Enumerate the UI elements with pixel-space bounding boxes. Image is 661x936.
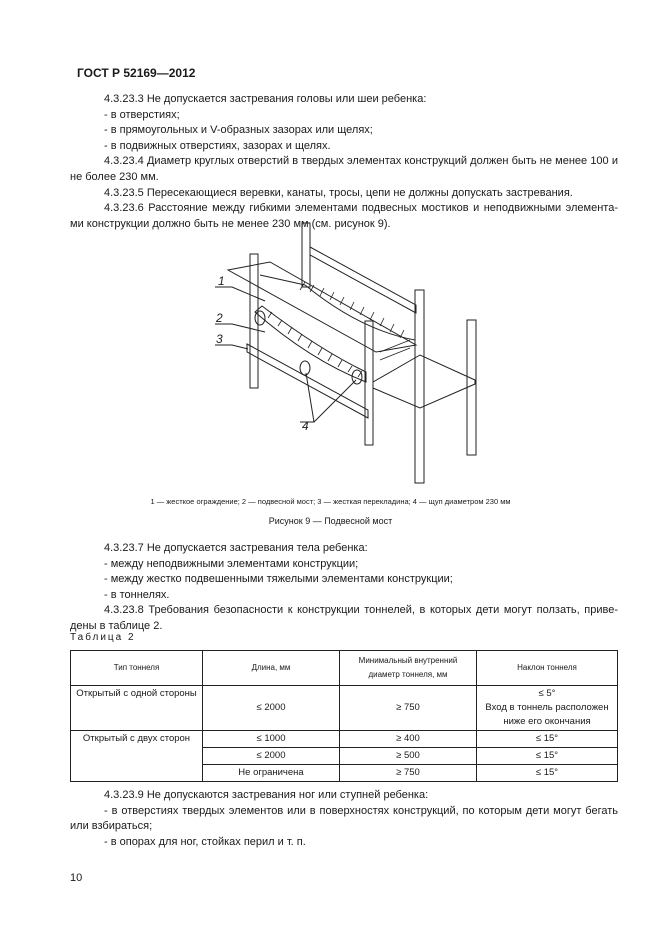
tunnel-table <box>70 650 618 782</box>
table-header-row <box>71 651 618 686</box>
figure-label: 4 <box>302 419 309 433</box>
table-row <box>71 686 618 731</box>
probe-circle <box>255 311 265 325</box>
cell-type: Открытый с двух сторон <box>71 731 203 782</box>
table-label: Таблица 2 <box>70 632 136 643</box>
column-header: Длина, мм <box>203 651 340 686</box>
cell-length: ≤ 1000 <box>203 731 340 748</box>
suspension-bridge-figure <box>200 215 490 485</box>
list-item: - в подвижных отверстиях, зазорах и щелях. <box>104 139 331 152</box>
section-middle <box>70 541 618 635</box>
document-header: ГОСТ Р 52169—2012 <box>77 66 196 80</box>
cell-diameter: ≥ 400 <box>340 731 477 748</box>
list-item: - в прямоугольных и V-образных зазорах или щелях; <box>104 124 373 137</box>
list-item: - в опорах для ног, стойках перил и т. п. <box>104 835 306 848</box>
section-bottom <box>70 788 618 850</box>
cell-diameter: ≥ 750 <box>340 686 477 731</box>
cell-type: Открытый с одной стороны <box>71 686 203 731</box>
paragraph: 4.3.23.4 Диаметр круглых отверстий в твердых элементах конструкций должен быть не менее 100 и не более 230 мм. <box>70 155 618 183</box>
post <box>365 321 373 445</box>
cell-diameter: ≥ 500 <box>340 748 477 765</box>
post <box>250 254 258 388</box>
post <box>415 290 424 483</box>
cell-length: ≤ 2000 <box>203 748 340 765</box>
figure-label: 2 <box>216 311 223 325</box>
slope-note: Вход в тоннель расположен ниже его окончания <box>485 702 609 727</box>
paragraph: 4.3.23.7 Не допускается застревания тела ребенка: <box>104 542 368 554</box>
paragraph: 4.3.23.5 Пересекающиеся веревки, канаты, тросы, цепи не должны допускать застревания. <box>104 186 573 199</box>
paragraph: 4.3.23.3 Не допускается застревания головы или шеи ребенка: <box>104 93 427 105</box>
slope-value: ≤ 5° <box>538 688 556 699</box>
list-item: - в отверстиях; <box>104 108 180 121</box>
cell-slope <box>477 686 618 731</box>
cell-slope: ≤ 15° <box>477 765 618 782</box>
probe-circle <box>300 361 310 375</box>
list-item: - в отверстиях твердых элементов или в поверхностях конструкций, по которым дети могут бегать или взбираться; <box>70 804 618 833</box>
page-number: 10 <box>70 872 83 884</box>
figure-caption: Рисунок 9 — Подвесной мост <box>268 516 393 526</box>
paragraph: 4.3.23.8 Требования безопасности к конструкции тоннелей, в которых дети могут ползать, приве-дены в таблице 2. <box>70 604 618 632</box>
table-row <box>71 731 618 748</box>
column-header: Минимальный внутренний диаметр тоннеля, мм <box>340 651 477 686</box>
post <box>467 320 476 455</box>
figure-label: 3 <box>216 332 223 346</box>
cell-slope: ≤ 15° <box>477 731 618 748</box>
cell-diameter: ≥ 750 <box>340 765 477 782</box>
rigid-guard <box>228 262 416 352</box>
post <box>302 223 310 287</box>
column-header: Наклон тоннеля <box>477 651 618 686</box>
cell-slope: ≤ 15° <box>477 748 618 765</box>
figure-label: 1 <box>218 274 225 288</box>
column-header: Тип тоннеля <box>71 651 203 686</box>
paragraph: 4.3.23.9 Не допускаются застревания ног или ступней ребенка: <box>104 789 429 801</box>
list-item: - между неподвижными элементами конструкции; <box>104 557 359 570</box>
list-item: - между жестко подвешенными тяжелыми элементами конструкции; <box>104 573 453 586</box>
figure-legend: 1 — жесткое ограждение; 2 — подвесной мост; 3 — жесткая перекладина; 4 — щуп диаметром 230 мм <box>150 497 511 506</box>
cell-length: Не ограничена <box>203 765 340 782</box>
cell-length: ≤ 2000 <box>203 686 340 731</box>
paragraph: 4.3.23.6 Расстояние между гибкими элементами подвесных мостиков и неподвижными элемента-ми конструкции должно быть не менее 230 мм (см. рисунок 9). <box>70 202 618 230</box>
section-top <box>70 92 618 232</box>
back-rail <box>310 247 416 313</box>
list-item: - в тоннелях. <box>104 588 170 601</box>
